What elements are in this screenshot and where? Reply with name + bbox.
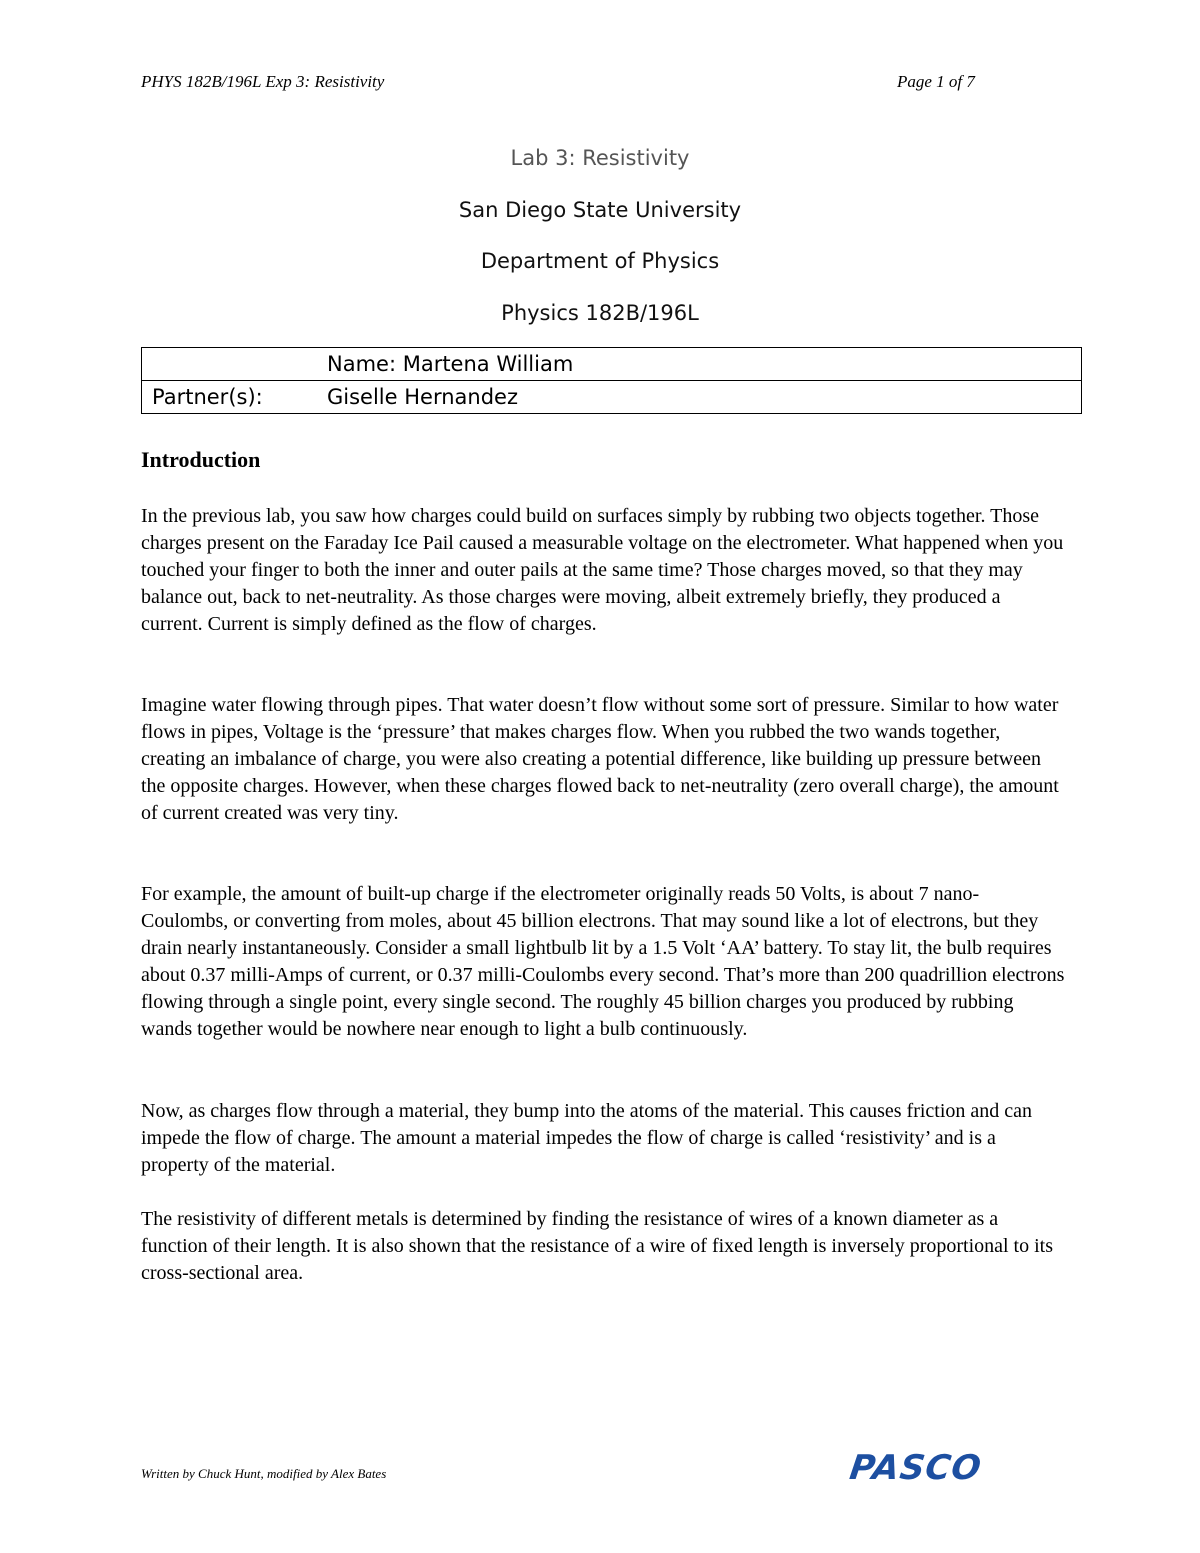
intro-paragraph-2: Imagine water flowing through pipes. That water doesn’t flow without some sort of pressure. Similar to how water flows in pipes, Voltage is the ‘pressure’ that makes charges flow. When you rubbed the two wands together, creating an imbalance of charge, you were also creating a potential difference, like building up pressure between the opposite charges. However, when these charges flowed back to net-neutrality (zero overall charge), the amount of current created was very tiny. — [141, 694, 1059, 824]
course-name: Physics 182B/196L — [501, 301, 699, 325]
lab-title: Lab 3: Resistivity — [510, 146, 690, 170]
intro-paragraph-1: In the previous lab, you saw how charges could build on surfaces simply by rubbing two objects together. Those charges present on the Faraday Ice Pail caused a measurable voltage on the electrometer. What happened when you touched your finger to both the inner and outer pails at the same time? Those charges moved, so that they may balance out, back to net-neutrality. As those charges were moving, albeit extremely briefly, they produced a current. Current is simply defined as the flow of charges. — [141, 505, 1064, 635]
header-page-number: Page 1 of 7 — [897, 72, 975, 91]
intro-paragraph-5: The resistivity of different metals is determined by finding the resistance of wires of a known diameter as a function of their length. It is also shown that the resistance of a wire of fixed length is inversely proportional to its cross-sectional area. — [141, 1208, 1054, 1284]
department-name: Department of Physics — [480, 249, 720, 273]
section-heading-introduction: Introduction — [141, 447, 261, 472]
university-name: San Diego State University — [458, 198, 742, 222]
name-row — [142, 348, 1082, 381]
partner-row — [142, 381, 1082, 414]
footer-credit: Written by Chuck Hunt, modified by Alex Bates — [141, 1466, 387, 1481]
intro-paragraph-3: For example, the amount of built-up charge if the electrometer originally reads 50 Volts, is about 7 nano-Coulombs, or converting from moles, about 45 billion electrons. That may sound like a lot of electrons, but they drain nearly instantaneously. Consider a small lightbulb lit by a 1.5 Volt ‘AA’ battery. To stay lit, the bulb requires about 0.37 milli-Amps of current, or 0.37 milli-Coulombs every second. That’s more than 200 quadrillion electrons flowing through a single point, every single second. The roughly 45 billion charges you produced by rubbing wands together would be nowhere near enough to light a bulb continuously. — [141, 883, 1065, 1040]
student-info-table — [141, 347, 1082, 414]
partner-name: Giselle Hernandez — [327, 381, 1082, 414]
intro-paragraph-4: Now, as charges flow through a material, they bump into the atoms of the material. This causes friction and can impede the flow of charge. The amount a material impedes the flow of charge is called ‘resistivity’ and is a property of the material. — [141, 1100, 1033, 1176]
pasco-logo: PASCO — [847, 1448, 985, 1488]
name-row-label-cell — [142, 348, 328, 381]
header-course-title: PHYS 182B/196L Exp 3: Resistivity — [141, 72, 385, 91]
partner-label: Partner(s): — [142, 381, 328, 414]
student-name: Name: Martena William — [327, 352, 574, 376]
